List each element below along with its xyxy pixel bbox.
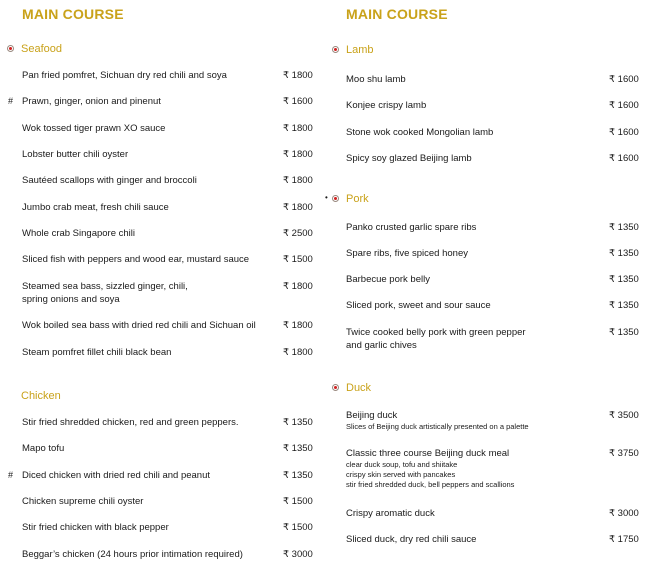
menu-price: ₹ 3000 <box>283 549 313 560</box>
menu-item: Stir fried chicken with black pepper <box>22 522 169 533</box>
seafood-bullet-icon <box>7 45 14 52</box>
menu-price: ₹ 1800 <box>283 70 313 81</box>
menu-price: ₹ 1600 <box>283 96 313 107</box>
menu-price: ₹ 1800 <box>283 149 313 160</box>
menu-price: ₹ 1350 <box>609 274 639 285</box>
menu-price: ₹ 1350 <box>609 222 639 233</box>
menu-price: ₹ 1600 <box>609 153 639 164</box>
section-pork: Pork <box>346 193 369 205</box>
duck-bullet-icon <box>332 384 339 391</box>
menu-item: Stone wok cooked Mongolian lamb <box>346 127 494 138</box>
menu-item: Sliced pork, sweet and sour sauce <box>346 300 491 311</box>
menu-price: ₹ 1600 <box>609 127 639 138</box>
menu-price: ₹ 1350 <box>283 443 313 454</box>
menu-item: Whole crab Singapore chili <box>22 228 136 239</box>
menu-price: ₹ 1750 <box>609 534 639 545</box>
menu-price: ₹ 3500 <box>609 410 639 421</box>
menu-price: ₹ 1350 <box>283 470 313 481</box>
menu-item: Wok tossed tiger prawn XO sauce <box>22 123 166 134</box>
signature-mark: # <box>8 470 14 480</box>
menu-price: ₹ 1600 <box>609 100 639 111</box>
main-course-title-right: MAIN COURSE <box>346 6 448 22</box>
menu-item: Diced chicken with dried red chili and peanut <box>22 470 210 481</box>
menu-price: ₹ 1500 <box>283 254 313 265</box>
menu-item: Prawn, ginger, onion and pinenut <box>22 96 161 107</box>
menu-price: ₹ 1500 <box>283 522 313 533</box>
menu-item: Twice cooked belly pork with green pepper and garlic chives <box>346 327 526 351</box>
menu-item: Classic three course Beijing duck meal clear duck soup, tofu and shiitake crispy skin served with pancakes stir fried shredded duck, bell peppers and scallions <box>346 448 515 489</box>
menu-item: Barbecue pork belly <box>346 274 430 285</box>
menu-price: ₹ 2500 <box>283 228 313 239</box>
menu-price: ₹ 3750 <box>609 448 639 459</box>
menu-price: ₹ 1800 <box>283 123 313 134</box>
main-course-title-left: MAIN COURSE <box>22 6 124 22</box>
menu-item: Lobster butter chili oyster <box>22 149 129 160</box>
menu-price: ₹ 1800 <box>283 320 313 331</box>
menu-item: Chicken supreme chili oyster <box>22 496 144 507</box>
menu-item: Crispy aromatic duck <box>346 508 435 519</box>
menu-price: ₹ 1350 <box>283 417 313 428</box>
menu-item: Wok boiled sea bass with dried red chili and Sichuan oil <box>22 320 256 331</box>
menu-item: Beijing duck Slices of Beijing duck artistically presented on a palette <box>346 410 529 431</box>
signature-mark: # <box>8 96 14 106</box>
menu-item: Mapo tofu <box>22 443 65 454</box>
menu-item: Spicy soy glazed Beijing lamb <box>346 153 472 164</box>
menu-item: Spare ribs, five spiced honey <box>346 248 468 259</box>
menu-item: Panko crusted garlic spare ribs <box>346 222 477 233</box>
menu-item: Pan fried pomfret, Sichuan dry red chili and soya <box>22 70 227 81</box>
menu-price: ₹ 1800 <box>283 281 313 292</box>
section-chicken: Chicken <box>21 390 61 402</box>
pork-dot-icon: • <box>325 193 328 202</box>
lamb-bullet-icon <box>332 46 339 53</box>
pork-bullet-icon <box>332 195 339 202</box>
menu-item: Moo shu lamb <box>346 74 406 85</box>
menu-price: ₹ 1600 <box>609 74 639 85</box>
menu-price: ₹ 3000 <box>609 508 639 519</box>
menu-price: ₹ 1350 <box>609 300 639 311</box>
menu-price: ₹ 1800 <box>283 175 313 186</box>
menu-price: ₹ 1350 <box>609 327 639 338</box>
menu-item: Jumbo crab meat, fresh chili sauce <box>22 202 169 213</box>
menu-item: Steam pomfret fillet chili black bean <box>22 347 172 358</box>
section-seafood: Seafood <box>21 43 62 55</box>
menu-price: ₹ 1800 <box>283 347 313 358</box>
menu-item: Steamed sea bass, sizzled ginger, chili, spring onions and soya <box>22 281 188 305</box>
menu-item: Beggar’s chicken (24 hours prior intimation required) <box>22 549 243 560</box>
menu-price: ₹ 1350 <box>609 248 639 259</box>
menu-item: Stir fried shredded chicken, red and green peppers. <box>22 417 239 428</box>
section-lamb: Lamb <box>346 44 374 56</box>
section-duck: Duck <box>346 382 372 394</box>
menu-item: Sliced duck, dry red chili sauce <box>346 534 477 545</box>
menu-price: ₹ 1500 <box>283 496 313 507</box>
menu-item: Konjee crispy lamb <box>346 100 427 111</box>
menu-item: Sliced fish with peppers and wood ear, mustard sauce <box>22 254 250 265</box>
menu-price: ₹ 1800 <box>283 202 313 213</box>
menu-item: Sautéed scallops with ginger and broccoli <box>22 175 197 186</box>
